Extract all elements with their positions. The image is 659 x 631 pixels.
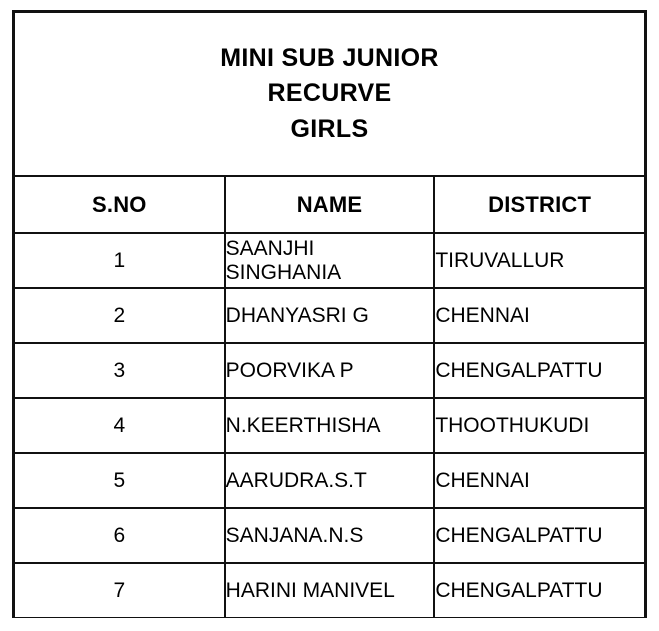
cell-district: CHENGALPATTU	[434, 508, 644, 563]
column-header-name: NAME	[225, 176, 435, 233]
table-row	[15, 508, 644, 563]
title-line-3: GIRLS	[290, 114, 369, 143]
cell-name: N.KEERTHISHA	[225, 398, 435, 453]
table-row	[15, 453, 644, 508]
cell-name: AARUDRA.S.T	[225, 453, 435, 508]
title-row	[15, 13, 644, 176]
cell-sno: 3	[15, 343, 225, 398]
column-header-sno: S.NO	[15, 176, 225, 233]
cell-sno: 5	[15, 453, 225, 508]
cell-sno: 6	[15, 508, 225, 563]
cell-sno: 2	[15, 288, 225, 343]
participants-table	[15, 13, 644, 617]
cell-district: THOOTHUKUDI	[434, 398, 644, 453]
cell-sno: 1	[15, 233, 225, 288]
cell-district: TIRUVALLUR	[434, 233, 644, 288]
table-row	[15, 343, 644, 398]
table-row	[15, 398, 644, 453]
table-header-row	[15, 176, 644, 233]
cell-name: SAANJHI SINGHANIA	[225, 233, 435, 288]
cell-district: CHENGALPATTU	[434, 563, 644, 617]
cell-name: DHANYASRI G	[225, 288, 435, 343]
table-row	[15, 288, 644, 343]
page-title	[15, 13, 644, 176]
cell-sno: 7	[15, 563, 225, 617]
column-header-district: DISTRICT	[434, 176, 644, 233]
table-row	[15, 563, 644, 617]
table-row	[15, 233, 644, 288]
cell-sno: 4	[15, 398, 225, 453]
cell-district: CHENGALPATTU	[434, 343, 644, 398]
title-line-1: MINI SUB JUNIOR	[220, 43, 439, 72]
cell-name: HARINI MANIVEL	[225, 563, 435, 617]
table-frame	[12, 10, 647, 618]
title-line-2: RECURVE	[267, 79, 392, 108]
cell-name: SANJANA.N.S	[225, 508, 435, 563]
cell-district: CHENNAI	[434, 453, 644, 508]
cell-name: POORVIKA P	[225, 343, 435, 398]
cell-district: CHENNAI	[434, 288, 644, 343]
